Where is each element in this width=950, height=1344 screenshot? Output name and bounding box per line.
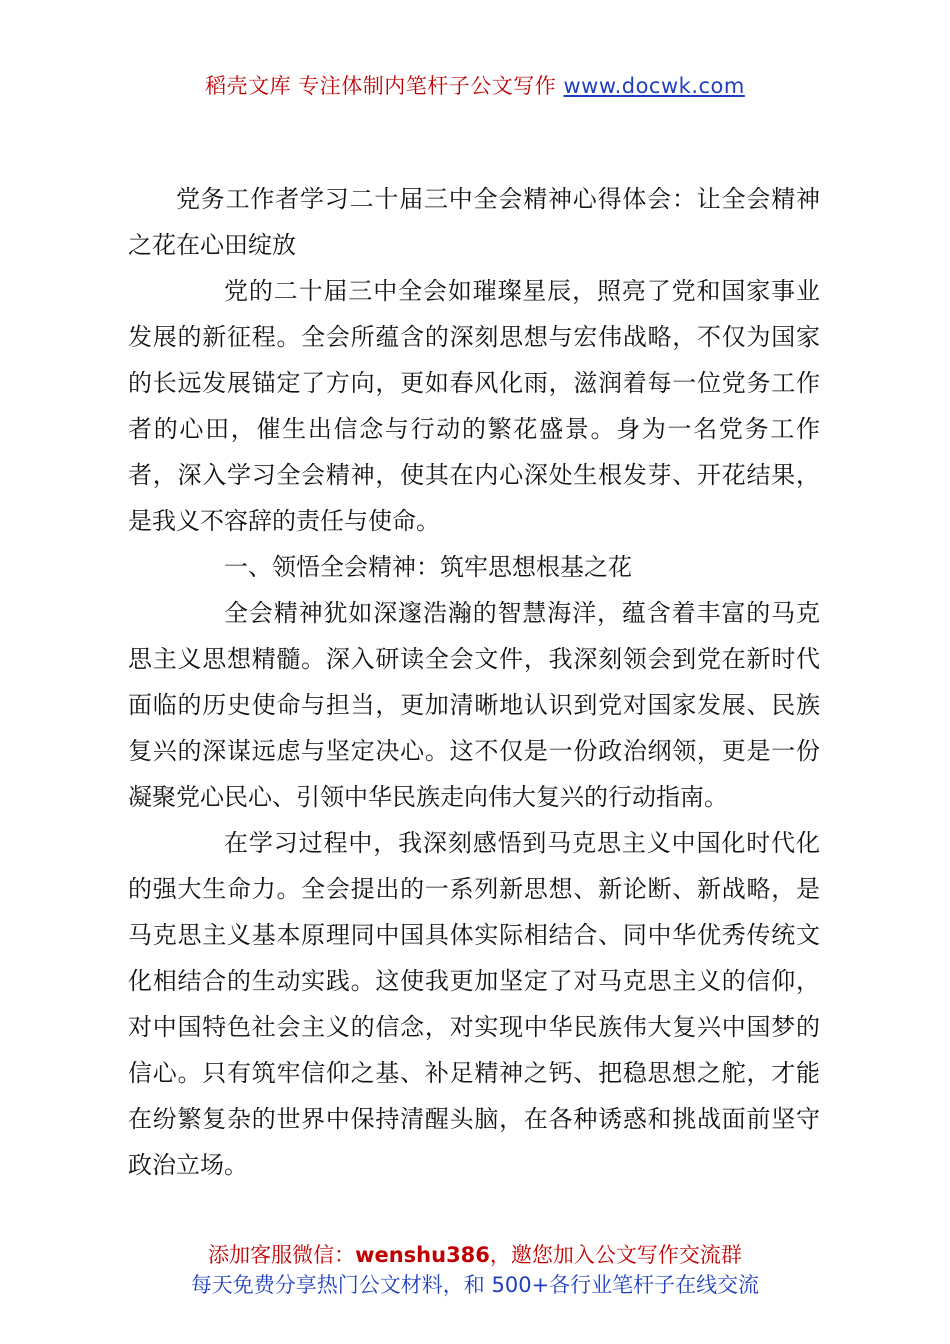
page-footer	[0, 1240, 950, 1300]
paragraph-1: 全会精神犹如深邃浩瀚的智慧海洋，蕴含着丰富的马克思主义思想精髓。深入研读全会文件，我深刻领会到党在新时代面临的历史使命与担当，更加清晰地认识到党对国家发展、民族复兴的深谋远虑与坚定决心。这不仅是一份政治纲领，更是一份凝聚党心民心、引领中华民族走向伟大复兴的行动指南。	[128, 599, 820, 811]
footer-contact-prefix: 添加客服微信：	[208, 1243, 356, 1267]
header-brand: 稻壳文库 专注体制内笔杆子公文写作	[205, 74, 564, 98]
footer-contact-line	[0, 1240, 950, 1270]
footer-promo-line: 每天免费分享热门公文材料，和 500+各行业笔杆子在线交流	[190, 1273, 760, 1297]
paragraph-intro: 党的二十届三中全会如璀璨星辰，照亮了党和国家事业发展的新征程。全会所蕴含的深刻思想与宏伟战略，不仅为国家的长远发展锚定了方向，更如春风化雨，滋润着每一位党务工作者的心田，催生出信念与行动的繁花盛景。身为一名党务工作者，深入学习全会精神，使其在内心深处生根发芽、开花结果，是我义不容辞的责任与使命。	[128, 277, 820, 535]
section-heading-1: 一、领悟全会精神：筑牢思想根基之花	[224, 553, 632, 581]
footer-wechat-id: wenshu386	[355, 1243, 490, 1267]
footer-contact-suffix: ，邀您加入公文写作交流群	[489, 1243, 742, 1267]
document-title: 党务工作者学习二十届三中全会精神心得体会：让全会精神之花在心田绽放	[128, 185, 820, 259]
document-body	[128, 176, 820, 1188]
page-header	[0, 70, 950, 100]
paragraph-2: 在学习过程中，我深刻感悟到马克思主义中国化时代化的强大生命力。全会提出的一系列新思想、新论断、新战略，是马克思主义基本原理同中国具体实际相结合、同中华优秀传统文化相结合的生动实践。这使我更加坚定了对马克思主义的信仰，对中国特色社会主义的信念，对实现中华民族伟大复兴中国梦的信心。只有筑牢信仰之基、补足精神之钙、把稳思想之舵，才能在纷繁复杂的世界中保持清醒头脑，在各种诱惑和挑战面前坚守政治立场。	[128, 829, 820, 1179]
header-site-link[interactable]: www.docwk.com	[563, 74, 745, 98]
